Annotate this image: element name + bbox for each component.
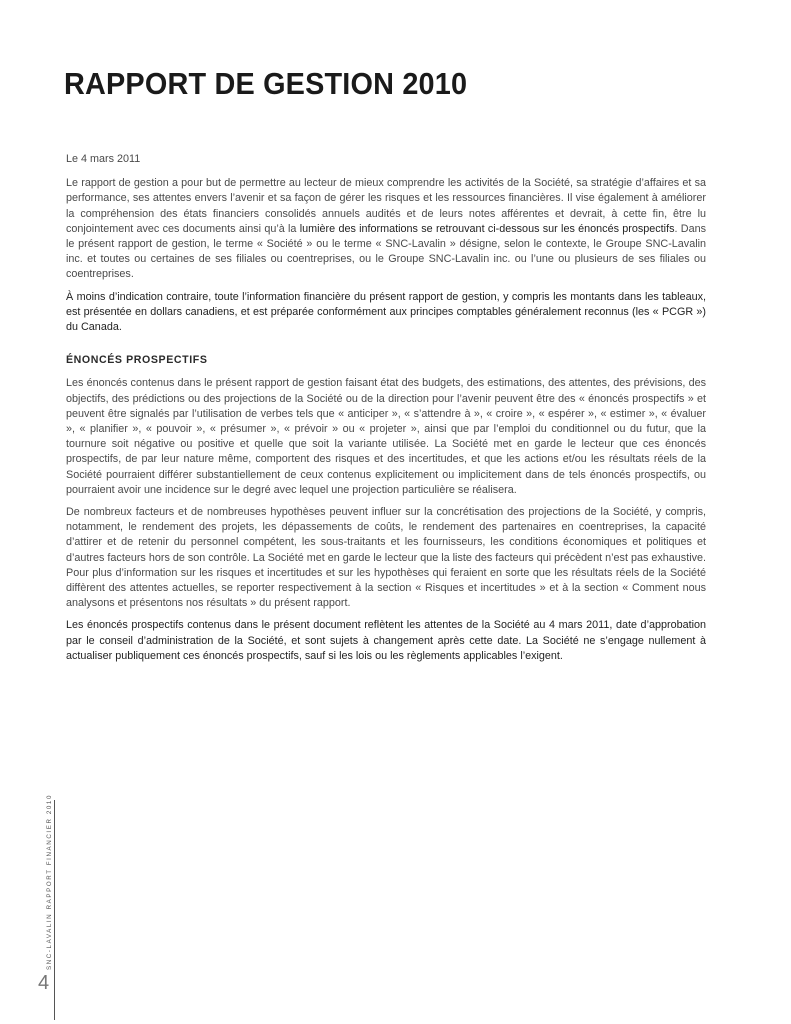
section-paragraph-3: Les énoncés prospectifs contenus dans le présent document reflètent les attentes de la Société au 4 mars 2011, date d’approbation par le conseil d’administration de la Société, et sont sujets à changement après cette date. La Société ne s’engage nullement à actualiser publiquement ces énoncés prospectifs, sauf si les lois ou les règlements applicables l’exigent. [66, 619, 706, 662]
side-divider [54, 800, 55, 1020]
section-paragraph-2: De nombreux facteurs et de nombreuses hypothèses peuvent influer sur la concrétisation des projections de la Société, y compris, notamment, le rendement des projets, les dépassements de coûts, le rendement des partenaires en coentreprises, la capacité d’attirer et de retenir du personnel compétent, les sous-traitants et les fournisseurs, les conditions économiques et politiques et d’autres facteurs hors de son contrôle. La Société met en garde le lecteur que la liste des facteurs qui précèdent n’est pas exhaustive. Pour plus d’information sur les risques et incertitudes et sur les hypothèses qui feraient en sorte que les résultats réels de la Société diffèrent des attentes actuelles, se reporter respectivement à la section « Risques et incertitudes » et à la section « Comment nous analysons et présentons nos résultats » du présent rapport. [66, 506, 706, 610]
intro-text-c: . Dans le présent rapport de gestion, le terme « Société » ou le terme « SNC-Lavalin » désigne, selon le contexte, le Groupe SNC-Lavalin inc. et toutes ou certaines de ses filiales ou coentreprises, ou le Groupe SNC-Lavalin inc. ou l’une ou plusieurs de ses filiales ou coentreprises. [66, 222, 706, 281]
page-number: 4 [38, 972, 50, 994]
intro-text-a: Le rapport de gestion a pour but de permettre au lecteur de mieux comprendre les activités de la Société, sa stratégie d’affaires et sa performance, ses attentes envers l’avenir et sa façon de gérer les risques et les ressources financières. Il vise également à améliorer la compréhension des états financiers consolidés annuels audités et de leurs notes afférentes et devrait, à cette fin, être lu conjointement avec ces documents ainsi qu’à la [66, 177, 706, 235]
intro-text-emphasis: lumière des informations se retrouvant ci-dessous sur les énoncés prospectifs [299, 222, 675, 235]
side-running-label: SNC-LAVALIN RAPPORT FINANCIER 2010 [46, 793, 53, 970]
section-paragraph-1: Les énoncés contenus dans le présent rapport de gestion faisant état des budgets, des estimations, des attentes, des prévisions, des objectifs, des prédictions ou des projections de la Société ou de la direction pour l’avenir peuvent être des « énoncés prospectifs » et peuvent être signalés par l’utilisation de verbes tels que « anticiper », « s’attendre à », « croire », « espérer », « estimer », « évaluer », « planifier », « pouvoir », « présumer », « prévoir » ou « projeter », ainsi que par l’emploi du conditionnel ou du futur, que la tournure soit négative ou positive et quelle que soit la variante utilisée. La Société met en garde le lecteur que ces énoncés prospectifs, de par leur nature même, comportent des risques et des incertitudes, et que les actions et/ou les résultats réels de la Société pourraient différer substantiellement de ceux contenus explicitement ou implicitement dans de tels énoncés prospectifs, ou pourraient avoir une incidence sur le degré avec lequel une projection particulière se réalisera. [66, 377, 706, 496]
intro-paragraph-2: À moins d’indication contraire, toute l’information financière du présent rapport de gestion, y compris les montants dans les tableaux, est présentée en dollars canadiens, et est préparée conformément aux principes comptables généralement reconnus (les « PCGR ») du Canada. [66, 290, 706, 334]
section-heading: ÉNONCÉS PROSPECTIFS [66, 354, 208, 367]
report-body [66, 152, 706, 671]
page-title: RAPPORT DE GESTION 2010 [64, 66, 468, 101]
intro-paragraph-1 [66, 176, 706, 282]
report-date: Le 4 mars 2011 [66, 153, 141, 165]
